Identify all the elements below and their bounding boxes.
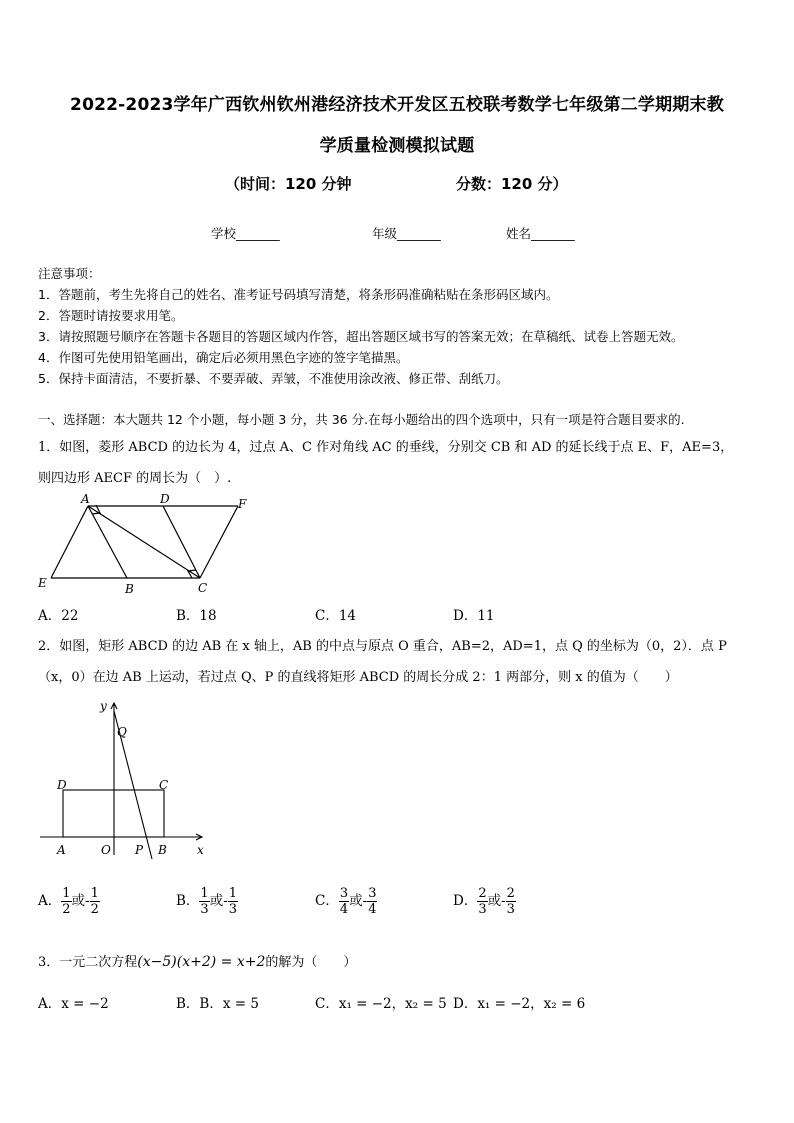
fraction: $\frac{3}{4}$ [339,886,349,917]
q2-option-c[interactable]: C． $\frac{3}{4}$ 或- $\frac{3}{4}$ [315,886,377,917]
fraction: $\frac{1}{2}$ [62,886,71,917]
fig1-label-a: A [81,492,90,506]
note-item-5: 5．保持卡面清洁，不要折暴、不要弄破、弄皱，不准使用涂改液、修正带、刮纸刀。 [38,371,509,386]
fig2-label-d: D [57,778,67,792]
fig2-label-b: B [158,843,167,857]
fig2-label-q: Q [117,725,127,739]
school-field: 学校_______ [211,226,280,241]
exam-time: （时间：120 分钟 [225,175,352,193]
q1-option-c[interactable]: C．14 [315,608,357,624]
fig1-label-d: D [160,492,170,506]
notes-block [38,263,683,389]
fig2-label-x: x [197,843,204,857]
q3-stem: 3．一元二次方程(x−5)(x+2) = x+2的解为（ ） [38,954,357,970]
q1-line1: 1．如图，菱形 ABCD 的边长为 4，过点 A、C 作对角线 AC 的垂线，分别交 CB 和 AD 的延长线于点 E、F，AE=3， [38,440,734,455]
exam-score: 分数：120 分） [456,175,568,193]
fig1-label-c: C [198,581,208,595]
q3-option-c[interactable]: C．x₁ = −2，x₂ = 5 [315,996,447,1012]
fig2-label-c: C [159,778,169,792]
note-item-2: 2．答题时请按要求用笔。 [38,308,184,323]
diagonal-ac [88,506,200,578]
line-ab [88,506,127,578]
q2-line1: 2．如图，矩形 ABCD 的边 AB 在 x 轴上，AB 的中点与原点 O 重合，AB=2，AD=1，点 Q 的坐标为（0，2）．点 P [38,639,727,654]
q2-option-a[interactable]: A． $\frac{1}{2}$ 或- $\frac{1}{2}$ [38,886,99,917]
exam-title-line1: 2022-2023学年广西钦州钦州港经济技术开发区五校联考数学七年级第二学期期末教 [70,95,724,115]
q1-option-b[interactable]: B．18 [176,608,217,624]
grade-field: 年级_______ [372,226,441,241]
q2-option-b[interactable]: B． $\frac{1}{3}$ 或- $\frac{1}{3}$ [176,886,238,917]
fig1-label-b: B [125,582,134,596]
fraction: $\frac{1}{2}$ [90,886,99,917]
q2-option-d[interactable]: D． $\frac{2}{3}$ 或- $\frac{2}{3}$ [453,886,515,917]
q3-option-d[interactable]: D．x₁ = −2，x₂ = 6 [453,996,586,1012]
fig1-label-e: E [38,576,47,590]
q3-equation: (x−5)(x+2) = x+2 [137,954,266,970]
q1-figure [30,490,270,600]
line-cf [200,506,238,578]
note-item-3: 3．请按照题号顺序在答题卡各题目的答题区域内作答，超出答题区域书写的答案无效；在草稿纸、试卷上答题无效。 [38,329,684,344]
fraction: $\frac{2}{3}$ [506,886,515,917]
fig2-label-a: A [57,843,66,857]
line-dc [163,506,200,578]
fig2-label-y: y [100,699,107,713]
fig2-label-p: P [135,843,144,857]
name-field: 姓名_______ [506,226,575,241]
fraction: $\frac{1}{3}$ [200,886,209,917]
fraction: $\frac{2}{3}$ [478,886,487,917]
fraction: $\frac{3}{4}$ [368,886,377,917]
q2-line2: （x，0）在边 AB 上运动，若过点 Q、P 的直线将矩形 ABCD 的周长分成 2：1 两部分，则 x 的值为（ ） [38,670,678,685]
q3-option-b[interactable]: B．B．x = 5 [176,996,259,1012]
fraction: $\frac{1}{3}$ [228,886,238,917]
section-heading: 一、选择题：本大题共 12 个小题，每小题 3 分，共 36 分.在每小题给出的四个选项中，只有一项是符合题目要求的. [38,412,685,427]
fig1-label-f: F [238,497,247,511]
line-ae [51,506,88,578]
q3-option-a[interactable]: A．x = −2 [38,996,109,1012]
q1-option-d[interactable]: D．11 [453,608,495,624]
fig2-label-o: O [101,843,111,857]
notes-heading: 注意事项： [38,266,101,281]
exam-title-line2: 学质量检测模拟试题 [319,136,475,156]
q1-line2: 则四边形 AECF 的周长为（ ）. [38,471,232,486]
q2-figure [30,693,220,863]
note-item-4: 4．作图可先使用铅笔画出，确定后必须用黑色字迹的签字笔描黑。 [38,350,409,365]
q1-option-a[interactable]: A．22 [38,608,79,624]
note-item-1: 1．答题前，考生先将自己的姓名、准考证号码填写清楚，将条形码准确粘贴在条形码区域内。 [38,287,559,302]
